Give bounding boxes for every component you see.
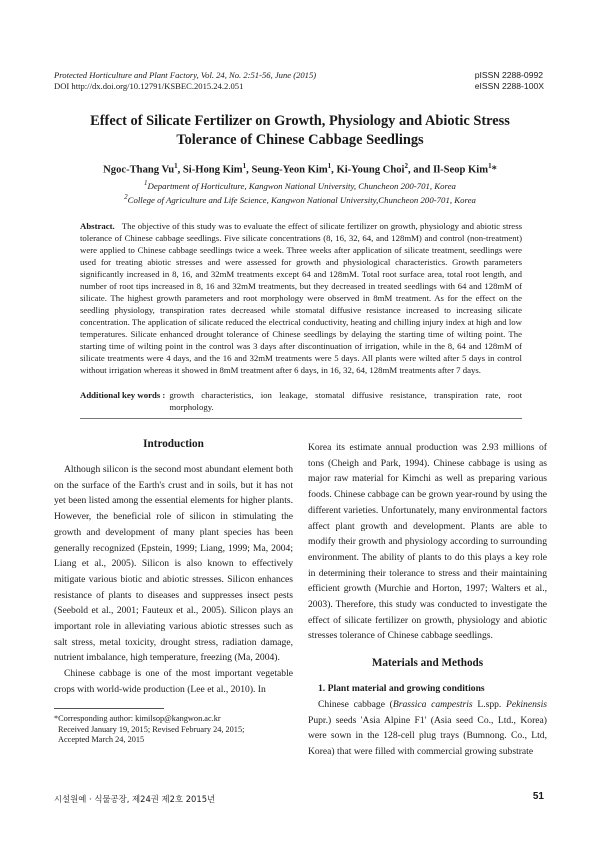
title-line-1: Effect of Silicate Fertilizer on Growth, Physiology and Abiotic Stress bbox=[90, 113, 510, 129]
author-1: Ngoc-Thang Vu bbox=[103, 164, 175, 176]
intro-paragraph-2: Chinese cabbage is one of the most important vegetable crops with world-wide production (Lee et al., 2010). In bbox=[54, 668, 293, 695]
keywords-divider bbox=[80, 418, 522, 419]
abstract-label: Abstract. bbox=[80, 221, 115, 231]
keywords-text: growth characteristics, ion leakage, stomatal diffusive resistance, transpiration rate, root morphology. bbox=[169, 390, 522, 412]
subsection-heading: 1. Plant material and growing conditions bbox=[318, 683, 485, 695]
keywords bbox=[80, 389, 522, 413]
affiliation-2: $^2$College of Agriculture and Life Science, Kangwon National University,Chuncheon 200-701, Korea bbox=[124, 192, 476, 205]
author-2: Si-Hong Kim bbox=[182, 164, 243, 176]
author-5: Il-Seop Kim bbox=[433, 164, 489, 176]
journal-header bbox=[54, 70, 316, 92]
intro-paragraph-1: Although silicon is the second most abundant element both on the surface of the Earth's crust and in soils, but it has not yet been listed among the essential elements for higher plants. However, the beneficial role of silicon in stimulating the growth and development of many plant species has been generally recognized (Epstein, 1999; Liang, 1999; Ma, 2004; Liang et al., 2005). Silicon is also known to effectively mitigate various biotic and abiotic stresses. Silicon enhances resistance of plants to diseases and suppresses insect pests (Seebold et al., 2001; Fauteux et al., 2005). Silicon plays an important role in alleviating various abiotic stresses such as salt stress, metal toxicity, drought stress, radiation damage, nutrient imbalance, high temperature, freezing (Ma, 2004). bbox=[54, 464, 293, 664]
corresponding-author: *Corresponding author: kimilsop@kangwon.ac.kr bbox=[54, 714, 221, 723]
methods-heading: Materials and Methods bbox=[371, 657, 484, 670]
title-line-2: Tolerance of Chinese Cabbage Seedlings bbox=[176, 132, 424, 148]
introduction-heading: Introduction bbox=[143, 438, 204, 450]
author-3: Seung-Yeon Kim bbox=[251, 164, 328, 176]
intro-paragraph-3: Korea its estimate annual production was 2.93 millions of tons (Cheigh and Park, 1994). Chinese cabbage is using as major raw material for Kimchi as well as preparing various foods. Chinese cabbage can be grown year-round by using the different varieties. Unfortunately, many environmental factors affect plant growth and development. Plants are able to modify their growth and physiology according to surrounding environment. The ability of plants to do this plays a key role in determining their tolerance to stress and their maintaining efficient growth (Murchie and Horton, 1997; Walters et al., 2003). Therefore, this study was conducted to investigate the effect of silicate fertilizer on growth, physiology and abiotic stresses tolerance of Chinese cabbage seedlings. bbox=[308, 442, 547, 642]
received-dates: Received January 19, 2015; Revised February 24, 2015; bbox=[58, 724, 245, 734]
doi-line: DOI http://dx.doi.org/10.12791/KSBEC.2015.24.2.051 bbox=[54, 81, 244, 91]
footnote-divider bbox=[54, 708, 164, 709]
footer-journal-korean: 시설원예 · 식물공장, 제24권 제2호 2015년 bbox=[54, 794, 216, 804]
keywords-label: Additional key words : bbox=[80, 390, 166, 400]
affiliations bbox=[50, 178, 550, 206]
accepted-date: Accepted March 24, 2015 bbox=[58, 735, 145, 744]
pissn: pISSN 2288-0992 bbox=[474, 70, 544, 80]
footnote bbox=[54, 714, 244, 746]
paper-title bbox=[50, 112, 550, 150]
affiliation-1: $^1$Department of Horticulture, Kangwon National University, Chuncheon 200-701, Korea bbox=[144, 179, 456, 191]
abstract-text: The objective of this study was to evaluate the effect of silicate fertilizer on growth, physiology and abiotic stress tolerance of Chinese cabbage seedlings. Five silicate concentrations (8, 16, 32, 64, and 128mM) and control (non-treatment) were applied to Chinese cabbage seedlings twice a week. Three weeks after application of silicate treatment, seedlings were used for treating abiotic stresses and were assessed for growth and physiological characteristics. Growth parameters significantly increased in 8, 16, and 32mM treatments except 64 and 128mM. Total root surface area, total root length, and number of root tips increased in 8, 16 and 32mM treatments, but they decreased in treated seedlings with 64 and 128mM of silicate. The highest growth parameters and root morphology were observed in 8mM treatment. As for the effect on the seedling physiology, transpiration rates decreased while stomatal diffusive resistance increased to increasing silicate concentration. The application of silicate reduced the electrical conductivity, heating and chilling injury index at high and low temperatures. Silicate enhanced drought tolerance of Chinese seedlings by delaying the starting time of wilting point. The starting time of wilting point in the control was 3 days after discontinuation of irrigation, while in the 8, 64 and 128mM of silicate treatments were 4 days, and the 16 and 32mM treatments were 5 days. All plants were wilted after 5 days in control without irrigation whereas it showed in 8mM treatment after 6 days, in 16, 32, 64, 128mM treatments after 7 days. bbox=[80, 221, 523, 375]
abstract bbox=[80, 220, 522, 376]
author-4: Ki-Young Choi bbox=[336, 164, 405, 176]
methods-paragraph-1: Chinese cabbage (Brassica campestris L.spp. Pekinensis Pupr.) seeds 'Asia Alpine F1' (Asia seed Co., Ltd., Korea) were sown in the 128-cell plug trays (Bumnong. Co., Ltd, Korea) that were filled with commercial growing substrate bbox=[308, 698, 548, 757]
journal-citation: Protected Horticulture and Plant Factory, Vol. 24, No. 2:51-56, June (2015) bbox=[54, 70, 317, 80]
eissn: eISSN 2288-100X bbox=[474, 81, 544, 91]
right-column bbox=[308, 440, 547, 760]
issn-block bbox=[475, 70, 544, 92]
author-list: Ngoc-Thang Vu$^1$, Si-Hong Kim$^1$, Seung-Yeon Kim$^1$, Ki-Young Choi$^2$, and Il-Seop Kim$^1$* bbox=[103, 162, 497, 176]
left-column bbox=[54, 437, 293, 698]
page-number: 51 bbox=[532, 791, 544, 802]
